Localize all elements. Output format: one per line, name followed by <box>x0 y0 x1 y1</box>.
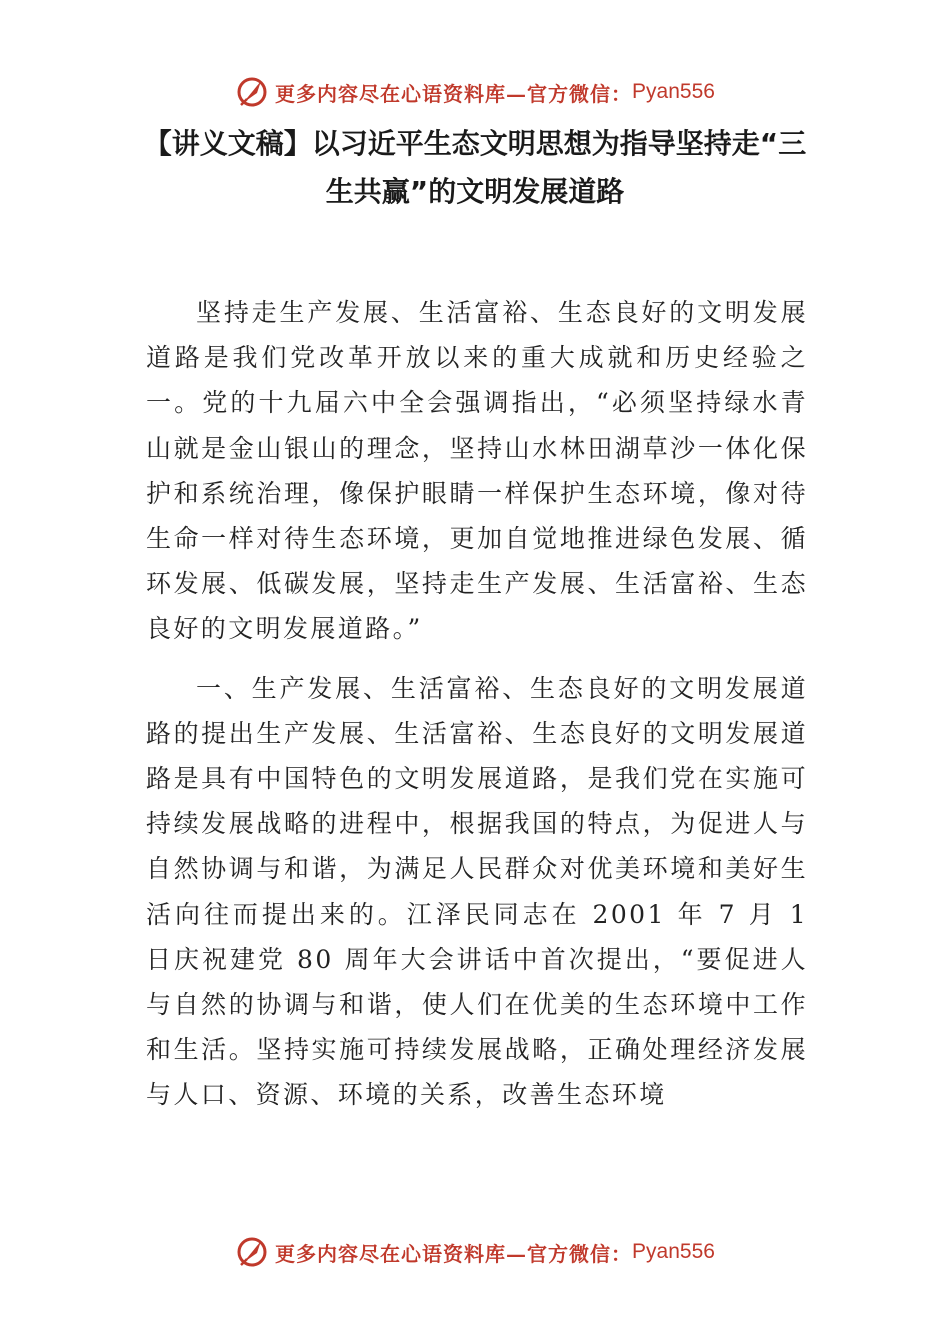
watermark-wechat-id: Pyan556 <box>632 80 715 103</box>
quill-circle-icon <box>235 1235 269 1269</box>
watermark-header <box>0 72 950 112</box>
watermark-text: 更多内容尽在心语资料库—官方微信： <box>275 1241 633 1266</box>
watermark-wechat-id: Pyan556 <box>632 1240 715 1263</box>
watermark-footer <box>0 1232 950 1272</box>
paragraph: 坚持走生产发展、生活富裕、生态良好的文明发展道路是我们党改革开放以来的重大成就和历史经验之一。党的十九届六中全会强调指出，“必须坚持绿水青山就是金山银山的理念，坚持山水林田湖草沙一体化保护和系统治理，像保护眼睛一样保护生态环境，像对待生命一样对待生态环境，更加自觉地推进绿色发展、循环发展、低碳发展，坚持走生产发展、生活富裕、生态良好的文明发展道路。” <box>146 298 808 644</box>
watermark-text: 更多内容尽在心语资料库—官方微信： <box>275 81 633 106</box>
paragraph: 一、生产发展、生活富裕、生态良好的文明发展道路的提出生产发展、生活富裕、生态良好的文明发展道路是具有中国特色的文明发展道路，是我们党在实施可持续发展战略的进程中，根据我国的特点，为促进人与自然协调与和谐，为满足人民群众对优美环境和美好生活向往而提出来的。江泽民同志在 2001 年 7 月 1 日庆祝建党 80 周年大会讲话中首次提出，“要促进人与自然的协调与和谐，使人们在优美的生态环境中工作和生活。坚持实施可持续发展战略，正确处理经济发展与人口、资源、环境的关系，改善生态环境 <box>146 673 808 1110</box>
document-body <box>146 290 808 1118</box>
document-title: 【讲义文稿】以习近平生态文明思想为指导坚持走“三生共赢”的文明发展道路 <box>143 127 807 208</box>
quill-circle-icon <box>235 75 269 109</box>
